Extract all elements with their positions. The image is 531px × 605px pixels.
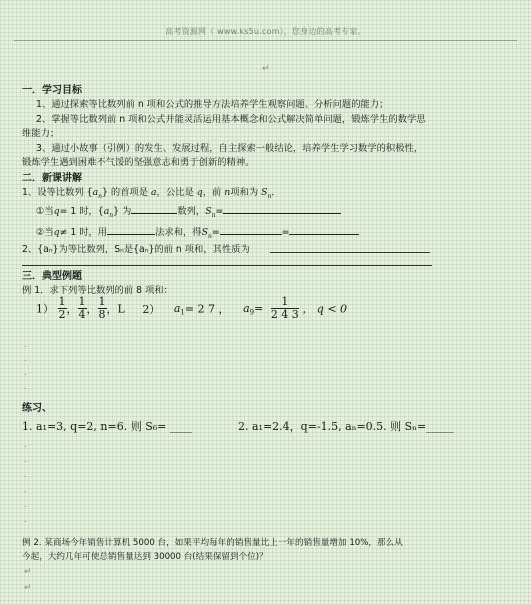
text: } 为 — [113, 206, 132, 217]
blank-seq-type[interactable] — [131, 204, 177, 214]
para-mark: . — [24, 382, 27, 392]
goal-1: 1、通过探索等比数列前 n 项和公式的推导方法培养学生观察问题、分析问题的能力； — [36, 99, 389, 110]
text: 1、设等比数列 { — [22, 187, 93, 198]
text: = — [211, 227, 220, 238]
goal-2-line-1: 2、掌握等比数列前 n 项和公式并能灵活运用基本概念和公式解决简单问题，锻炼学生的数学思 — [36, 114, 426, 125]
para-mark: . — [24, 500, 27, 510]
var-q: q — [53, 227, 60, 238]
blank-property-1[interactable] — [270, 252, 430, 253]
comma: ， — [86, 302, 98, 316]
lecture-line-4: 2、{aₙ}为等比数列，Sₙ是{aₙ}的前 n 项和，其性质为 — [22, 244, 250, 255]
var-n: n — [224, 187, 231, 198]
para-mark: . — [24, 455, 27, 465]
sub-9: 9 — [249, 308, 255, 317]
goal-3-line-2: 锻炼学生遇到困难不气馁的坚强意志和勇于创新的精神。 — [22, 157, 255, 168]
lecture-line-3 — [36, 224, 359, 240]
eq-27: = 2 7 ， — [184, 302, 230, 316]
var-a: a — [103, 206, 110, 217]
para-mark: . — [24, 340, 27, 350]
text: ，公比是 — [156, 187, 194, 198]
sub-n: n — [267, 192, 272, 200]
text: = — [215, 206, 224, 217]
lecture-line-2 — [36, 203, 341, 219]
example-2-line-1: 例 2. 某商场今年销售计算机 5000 台，如果平均每年的销售量比上一年的销售量增加 10%，那么从 — [22, 538, 403, 548]
var-S: S — [201, 227, 208, 238]
para-mark: . — [24, 354, 27, 364]
item-1-label: 1） — [36, 302, 54, 316]
para-mark: . — [24, 515, 27, 525]
var-q: q — [196, 187, 203, 198]
denominator: 2 — [58, 308, 66, 321]
q-condition: ， q < 0 — [302, 302, 348, 316]
return-mark: ↵ — [24, 583, 32, 593]
sub-n: n — [98, 192, 102, 200]
text: ≠ 1 时，用 — [59, 227, 108, 238]
var-a: a — [92, 187, 99, 198]
example-1-items — [36, 296, 347, 321]
var-S: S — [205, 206, 212, 217]
numerator: 1 — [58, 295, 66, 308]
blank-sum-form-2[interactable] — [289, 225, 359, 235]
comma: ， — [66, 302, 78, 316]
fraction-1 — [58, 296, 67, 321]
ellipsis-L: ，L — [106, 302, 125, 316]
practice-1: 1. a₁=3, q=2, n=6. 则 S₆= ____ — [22, 420, 192, 433]
text: 数列， — [177, 206, 206, 217]
var-S: S — [261, 187, 268, 198]
denominator: 2 4 3 — [270, 308, 299, 321]
text: 法求和，得 — [155, 227, 202, 238]
text: ． — [271, 187, 281, 198]
var-a: a — [173, 302, 181, 315]
lecture-line-1 — [22, 184, 281, 200]
header-rule — [14, 40, 517, 41]
equals: = — [254, 302, 264, 315]
goal-2-line-2: 维能力； — [22, 128, 60, 139]
blank-sum-q1[interactable] — [223, 204, 341, 214]
sub-n: n — [109, 211, 114, 219]
sub-n: n — [207, 232, 212, 240]
fraction-243 — [271, 296, 299, 321]
para-mark: . — [24, 440, 27, 450]
example-1-prompt: 例 1．求下列等比数列的前 8 项和： — [22, 285, 173, 296]
numerator: 1 — [98, 295, 106, 308]
denominator: 8 — [98, 308, 106, 321]
blank-sum-form-1[interactable] — [220, 225, 282, 235]
text: ，前 — [202, 187, 222, 198]
practice-2: 2. a₁=2.4，q=-1.5, aₙ=0.5. 则 Sₙ=_____ — [238, 420, 454, 433]
var-q: q — [53, 206, 60, 217]
blank-property-2[interactable] — [22, 265, 432, 266]
practice-title: 练习、 — [22, 403, 52, 414]
goal-3-line-1: 3、通过小故事（引例）的发生、发展过程，自主探索一般结论，培养学生学习数学的积极性， — [36, 143, 424, 154]
numerator: 1 — [78, 295, 86, 308]
return-mark: ↵ — [24, 567, 32, 577]
text: = 1 时，{ — [59, 206, 104, 217]
para-mark: . — [24, 470, 27, 480]
var-a: a — [243, 302, 250, 315]
text: ②当 — [36, 227, 54, 238]
para-mark: . — [24, 485, 27, 495]
fraction-2 — [78, 296, 87, 321]
section-2-title: 二．新课讲解 — [22, 173, 82, 184]
text: ①当 — [36, 206, 54, 217]
blank-method[interactable] — [107, 225, 155, 235]
text: = — [281, 227, 290, 238]
section-3-title: 三．典型例题 — [22, 271, 82, 282]
var-a1: a — [151, 187, 157, 198]
text: } 的首项是 — [102, 187, 149, 198]
denominator: 4 — [78, 308, 86, 321]
fraction-3 — [98, 296, 107, 321]
sub-n: n — [211, 211, 216, 219]
numerator: 1 — [271, 296, 299, 309]
return-mark: ↵ — [262, 64, 270, 74]
example-2-line-2: 今起，大约几年可使总销售量达到 30000 台(结果保留到个位)？ — [22, 552, 268, 562]
text: 项和为 — [230, 187, 259, 198]
section-1-title: 一．学习目标 — [22, 85, 82, 96]
sub-1: 1 — [180, 308, 185, 317]
item-2-label: 2） — [142, 302, 161, 316]
para-mark: . — [24, 368, 27, 378]
header-text: 高考资源网（ www.ks5u.com），您身边的高考专家。 — [165, 27, 366, 36]
